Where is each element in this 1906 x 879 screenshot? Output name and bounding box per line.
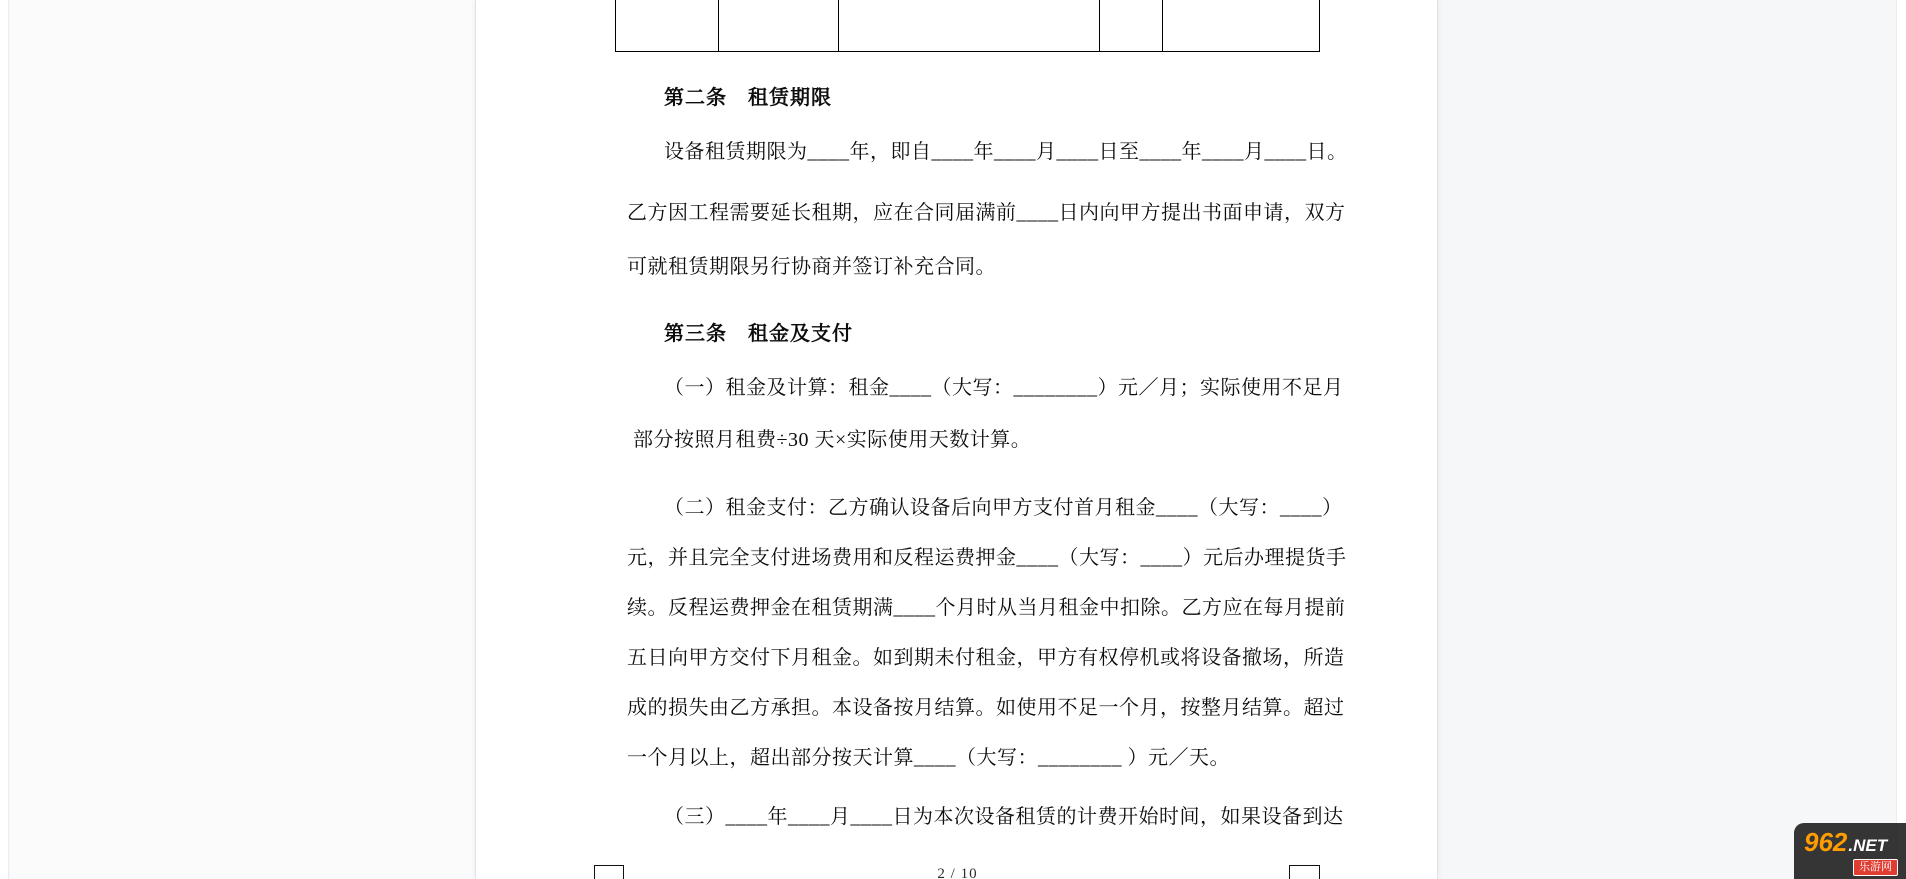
watermark-badge [1794,823,1906,879]
contract-line: （二）租金支付：乙方确认设备后向甲方支付首月租金____（大写：____） [664,497,1343,519]
scrollbar[interactable] [1896,0,1906,879]
viewer-canvas-left [10,0,475,879]
table-row [616,0,1320,52]
contract-line: 成的损失由乙方承担。本设备按月结算。如使用不足一个月，按整月结算。超过 [627,697,1345,719]
page-number: 2 / 10 [937,866,978,879]
article-heading-2: 第二条 租赁期限 [664,87,832,109]
contract-line: 一个月以上，超出部分按天计算____（大写：________ ）元／天。 [627,747,1230,769]
contract-line: 乙方因工程需要延长租期，应在合同届满前____日内向甲方提出书面申请，双方 [627,202,1346,224]
watermark-site-tld: .NET [1848,836,1888,855]
watermark-site-number: 962 [1804,827,1848,857]
watermark-site-name [1804,829,1898,856]
contract-line: 设备租赁期限为____年，即自____年____月____日至____年____月____日。 [664,141,1348,163]
table-cell [1163,0,1320,52]
contract-line: （一）租金及计算：租金____（大写：________）元／月；实际使用不足月 [664,377,1344,399]
table-cell [1100,0,1163,52]
table-cell [719,0,839,52]
contract-line: 五日向甲方交付下月租金。如到期未付租金，甲方有权停机或将设备撤场，所造 [627,647,1345,669]
contract-line: 部分按照月租费÷30 天×实际使用天数计算。 [633,429,1032,451]
table-cell [839,0,1100,52]
contract-line: 续。反程运费押金在租赁期满____个月时从当月租金中扣除。乙方应在每月提前 [627,597,1346,619]
document-page [475,0,1438,879]
contract-line: 可就租赁期限另行协商并签订补充合同。 [627,256,996,278]
left-edge-gutter [0,0,9,879]
contract-line: 元，并且完全支付进场费用和反程运费押金____（大写：____）元后办理提货手 [627,547,1347,569]
equipment-table [615,0,1320,52]
article-heading-3: 第三条 租金及支付 [664,323,853,345]
contract-line: （三）____年____月____日为本次设备租赁的计费开始时间，如果设备到达 [664,806,1344,828]
watermark-tag: 乐游网 [1853,859,1898,876]
table-cell [616,0,719,52]
